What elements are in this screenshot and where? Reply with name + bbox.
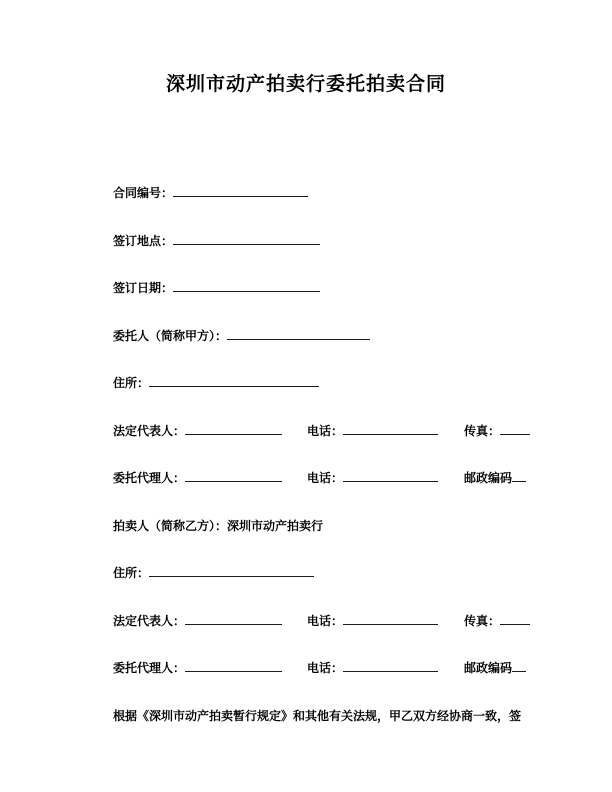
- party-a-agent-phone-blank: [343, 470, 438, 482]
- party-a-fax-label: 传真：: [464, 423, 501, 438]
- party-b-phone-label: 电话：: [307, 613, 344, 628]
- party-b-fax-blank: [500, 613, 530, 625]
- party-a-legal-rep-row: [113, 422, 552, 438]
- party-b-postcode-label: 邮政编码: [464, 661, 513, 675]
- party-b-fax-label: 传真：: [464, 613, 501, 628]
- party-b-agent-label: 委托代理人：: [113, 661, 186, 675]
- signing-date-label: 签订日期：: [113, 281, 174, 295]
- party-b-address-row: [113, 564, 552, 580]
- party-a-address-blank: [149, 375, 319, 387]
- party-a-address-label: 住所：: [113, 376, 150, 390]
- signing-date-blank: [173, 280, 320, 292]
- party-b-agent-blank: [185, 660, 282, 672]
- party-b-legal-rep-blank: [185, 613, 282, 625]
- signing-date-row: [113, 279, 552, 295]
- signing-place-blank: [173, 233, 320, 245]
- party-b-address-blank: [149, 565, 314, 577]
- contract-number-label: 合同编号：: [113, 186, 174, 200]
- party-a-fax-blank: [500, 423, 530, 435]
- party-b-agent-phone-label: 电话：: [307, 661, 344, 675]
- signing-place-row: [113, 232, 552, 248]
- party-a-agent-phone-label: 电话：: [307, 471, 344, 485]
- party-b-label: 拍卖人（简称乙方）：深圳市动产拍卖行: [113, 518, 324, 533]
- party-a-agent-blank: [185, 470, 282, 482]
- party-a-label: 委托人（简称甲方）：: [113, 328, 228, 343]
- signing-place-label: 签订地点：: [113, 233, 174, 248]
- party-a-row: [113, 327, 552, 343]
- contract-form-body: [0, 184, 612, 725]
- page-title: 深圳市动产拍卖行委托拍卖合同: [165, 74, 446, 95]
- party-a-phone-blank: [343, 423, 438, 435]
- party-a-postcode-label: 邮政编码: [464, 471, 513, 485]
- party-b-agent-row: [113, 659, 552, 675]
- contract-number-blank: [173, 185, 308, 197]
- party-a-legal-rep-blank: [185, 423, 282, 435]
- party-a-agent-row: [113, 469, 552, 485]
- party-a-phone-label: 电话：: [307, 423, 344, 438]
- contract-number-row: [113, 184, 552, 200]
- party-a-postcode-blank: [512, 470, 526, 482]
- party-b-postcode-blank: [512, 660, 526, 672]
- party-b-legal-rep-row: [113, 612, 552, 628]
- party-a-agent-label: 委托代理人：: [113, 471, 186, 485]
- party-b-address-label: 住所：: [113, 566, 150, 580]
- party-a-legal-rep-label: 法定代表人：: [113, 423, 186, 438]
- party-b-row: [113, 517, 552, 533]
- party-a-address-row: [113, 374, 552, 390]
- party-a-blank: [227, 328, 370, 340]
- closing-paragraph: 根据《深圳市动产拍卖暂行规定》和其他有关法规，甲乙双方经协商一致，签: [113, 708, 522, 723]
- party-b-legal-rep-label: 法定代表人：: [113, 613, 186, 628]
- party-b-agent-phone-blank: [343, 660, 438, 672]
- party-b-phone-blank: [343, 613, 438, 625]
